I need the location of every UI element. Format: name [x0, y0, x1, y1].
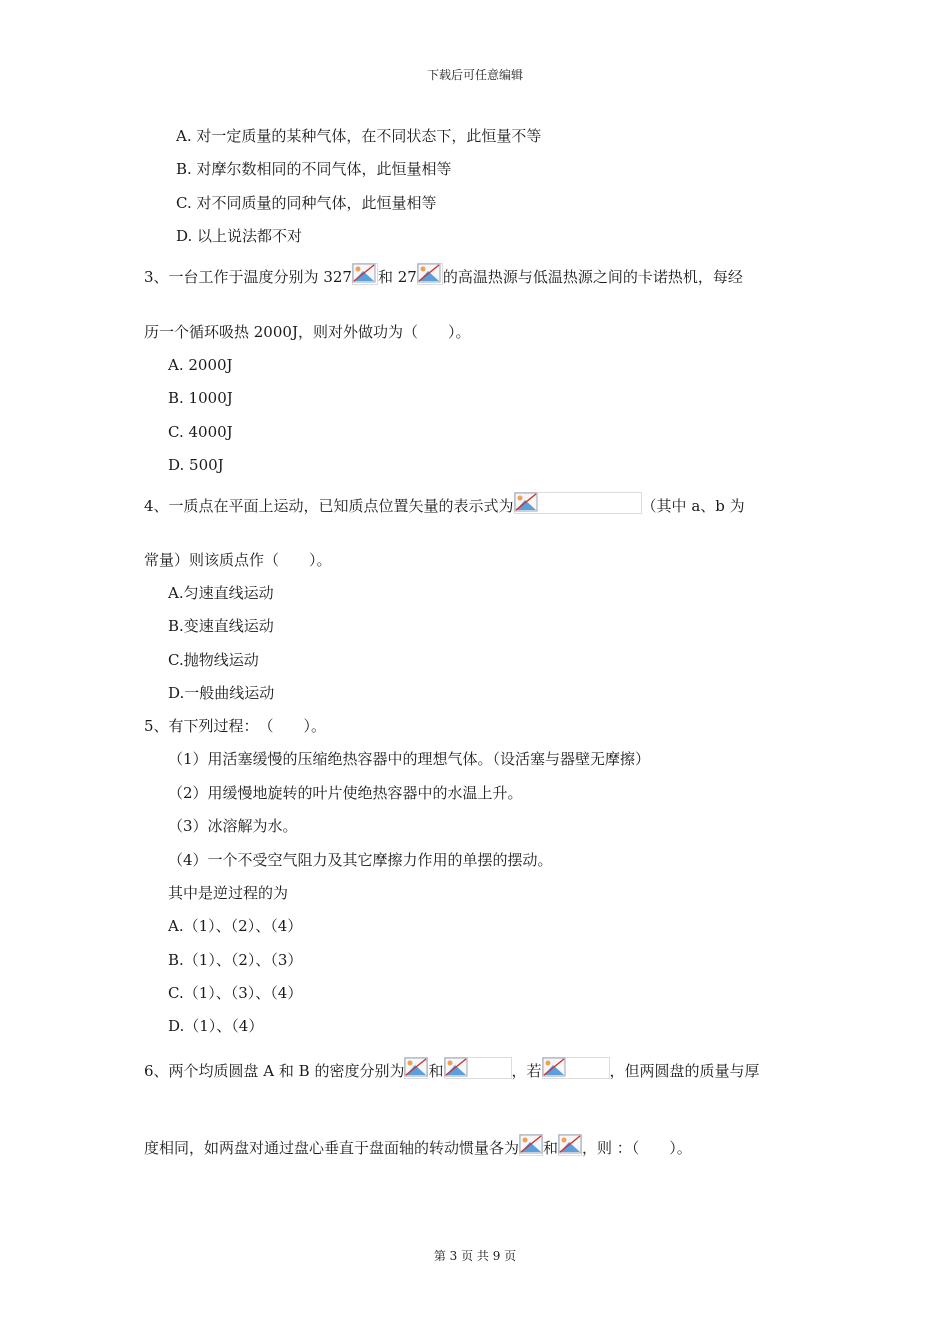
q5-item-2: （2）用缓慢地旋转的叶片使绝热容器中的水温上升。 — [168, 784, 523, 802]
broken-image-icon — [352, 263, 378, 285]
q2-option-c: C. 对不同质量的同种气体，此恒量相等 — [176, 194, 437, 212]
q4-option-a: A.匀速直线运动 — [168, 584, 274, 602]
q3-text-2: 和 27 — [377, 268, 417, 286]
q6-question-cont — [144, 1134, 692, 1159]
q3-question — [144, 263, 743, 288]
q4-text-2: （其中 a、b 为 — [641, 497, 745, 515]
q4-text-1: 4、一质点在平面上运动，已知质点位置矢量的表示式为 — [144, 497, 514, 515]
q5-option-b: B.（1）、（2）、（3） — [168, 951, 303, 969]
q6-text-4: ，但两圆盘的质量与厚 — [609, 1062, 760, 1080]
broken-image-icon — [514, 492, 642, 514]
q6-text-7: ，则 ：（ ）。 — [582, 1139, 692, 1157]
page-footer: 第 3 页 共 9 页 — [433, 1249, 517, 1263]
q6-question — [144, 1057, 760, 1082]
q5-item-1: （1）用活塞缓慢的压缩绝热容器中的理想气体。（设活塞与器壁无摩擦） — [168, 750, 651, 768]
q2-option-a: A. 对一定质量的某种气体，在不同状态下，此恒量不等 — [176, 127, 542, 145]
q4-question — [144, 492, 745, 517]
q6-text-5: 度相同，如两盘对通过盘心垂直于盘面轴的转动惯量各为 — [144, 1139, 520, 1157]
q3-option-a: A. 2000J — [168, 356, 233, 374]
broken-image-icon — [404, 1057, 428, 1079]
q4-option-d: D.一般曲线运动 — [168, 684, 275, 702]
q5-item-3: （3）冰溶解为水。 — [168, 817, 298, 835]
q5-question: 5、有下列过程： （ ）。 — [144, 717, 327, 735]
broken-image-icon — [542, 1057, 610, 1079]
q6-text-2: 和 — [428, 1062, 444, 1080]
q3-option-d: D. 500J — [168, 456, 224, 474]
q3-option-c: C. 4000J — [168, 423, 233, 441]
q2-option-d: D. 以上说法都不对 — [176, 227, 303, 245]
q5-option-c: C.（1）、（3）、（4） — [168, 984, 303, 1002]
q3-text-1: 3、一台工作于温度分别为 327 — [144, 268, 352, 286]
q2-option-b: B. 对摩尔数相同的不同气体，此恒量相等 — [176, 160, 452, 178]
q5-option-d: D.（1）、（4） — [168, 1017, 264, 1035]
q3-text-3: 的高温热源与低温热源之间的卡诺热机，每经 — [442, 268, 743, 286]
q5-option-a: A.（1）、（2）、（4） — [168, 917, 303, 935]
q6-text-3: ，若 — [511, 1062, 542, 1080]
q4-question-cont: 常量）则该质点作（ ）。 — [144, 551, 332, 569]
q5-item-4: （4）一个不受空气阻力及其它摩擦力作用的单摆的摆动。 — [168, 851, 553, 869]
broken-image-icon — [444, 1057, 512, 1079]
q4-option-b: B.变速直线运动 — [168, 617, 274, 635]
broken-image-icon — [558, 1134, 582, 1156]
broken-image-icon — [417, 263, 443, 285]
q3-question-cont: 历一个循环吸热 2000J，则对外做功为（ ）。 — [144, 323, 471, 341]
page-header: 下载后可任意编辑 — [426, 68, 523, 82]
q6-text-1: 6、两个均质圆盘 A 和 B 的密度分别为 — [144, 1062, 405, 1080]
q4-option-c: C.抛物线运动 — [168, 651, 259, 669]
q6-text-6: 和 — [543, 1139, 559, 1157]
q5-prompt: 其中是逆过程的为 — [168, 884, 289, 902]
q3-option-b: B. 1000J — [168, 389, 233, 407]
broken-image-icon — [519, 1134, 543, 1156]
